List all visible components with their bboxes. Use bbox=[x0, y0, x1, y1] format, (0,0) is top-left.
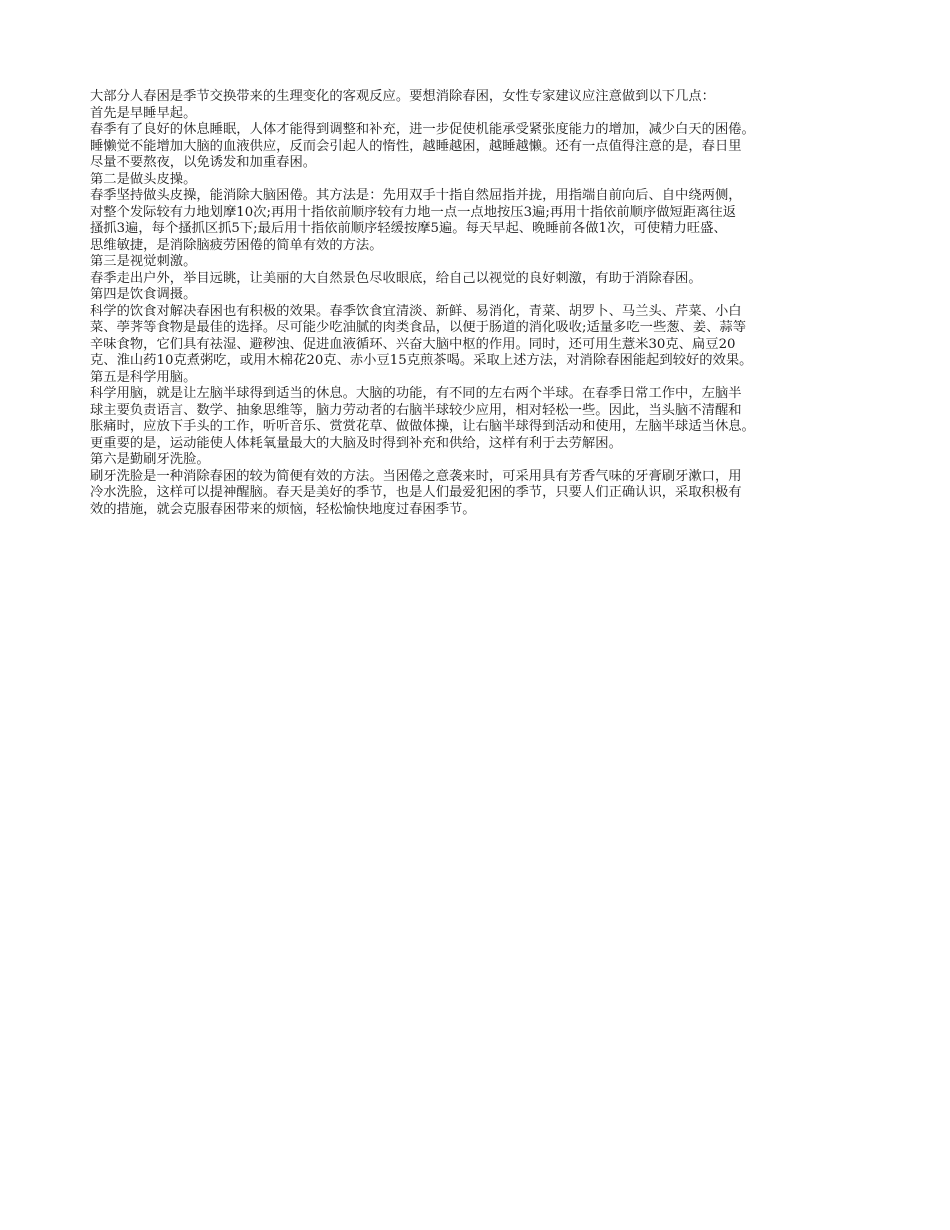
paragraph-line: 菜、荸荠等食物是最佳的选择。尽可能少吃油腻的肉类食品，以便于肠道的消化吸收;适量多吃一些葱、姜、蒜等 bbox=[90, 320, 747, 335]
paragraph-line: 尽量不要熬夜，以免诱发和加重春困。 bbox=[90, 155, 317, 170]
paragraph-line: 搔抓3遍，每个搔抓区抓5下;最后用十指依前顺序轻缓按摩5遍。每天早起、晚睡前各做1次，可使精力旺盛、 bbox=[90, 221, 727, 236]
section-heading-5: 第五是科学用脑。 bbox=[90, 369, 197, 385]
paragraph-line: 刷牙洗脸是一种消除春困的较为简便有效的方法。当困倦之意袭来时，可采用具有芳香气味的牙膏刷牙漱口，用 bbox=[90, 468, 742, 484]
paragraph-line: 克、淮山药10克煮粥吃，或用木棉花20克、赤小豆15克煎茶喝。采取上述方法，对消除春困能起到较好的效果。 bbox=[90, 353, 753, 368]
paragraph-line: 更重要的是，运动能使人体耗氧量最大的大脑及时得到补充和供给，这样有利于去劳解困。 bbox=[90, 435, 622, 451]
section-heading-4: 第四是饮食调摄。 bbox=[90, 287, 197, 302]
document-body bbox=[90, 89, 890, 518]
paragraph-line: 春季有了良好的休息睡眠，人体才能得到调整和补充，进一步促使机能承受紧张度能力的增加，减少白天的困倦。 bbox=[90, 122, 755, 137]
section-heading-6: 第六是勤刷牙洗脸。 bbox=[90, 452, 210, 467]
paragraph-line: 睡懒觉不能增加大脑的血液供应，反而会引起人的惰性，越睡越困，越睡越懒。还有一点值得注意的是，春日里 bbox=[90, 138, 742, 154]
section-heading-2: 第二是做头皮操。 bbox=[90, 171, 197, 187]
section-heading-3: 第三是视觉刺激。 bbox=[90, 254, 197, 269]
paragraph-line: 对整个发际较有力地划摩10次;再用十指依前顺序较有力地一点一点地按压3遍;再用十指依前顺序做短距离往返 bbox=[90, 204, 736, 220]
paragraph-line: 胀痛时，应放下手头的工作，听听音乐、赏赏花草、做做体操，让右脑半球得到活动和使用，左脑半球适当休息。 bbox=[90, 419, 755, 434]
section-heading-1: 首先是早睡早起。 bbox=[90, 105, 197, 121]
paragraph-line: 科学的饮食对解决春困也有积极的效果。春季饮食宜清淡、新鲜、易消化，青菜、胡罗卜、马兰头、芹菜、小白 bbox=[90, 303, 742, 319]
paragraph-line: 冷水洗脸，这样可以提神醒脑。春天是美好的季节，也是人们最爱犯困的季节，只要人们正确认识，采取积极有 bbox=[90, 485, 742, 500]
paragraph-line: 思维敏捷，是消除脑疲劳困倦的简单有效的方法。 bbox=[90, 237, 383, 253]
paragraph-line: 效的措施，就会克服春困带来的烦恼，轻松愉快地度过春困季节。 bbox=[90, 501, 476, 517]
paragraph-line: 春季坚持做头皮操，能消除大脑困倦。其方法是：先用双手十指自然屈指并拢，用指端自前向后、自中绕两侧， bbox=[90, 188, 742, 203]
paragraph-line: 球主要负责语言、数学、抽象思维等，脑力劳动者的右脑半球较少应用，相对轻松一些。因此，当头脑不清醒和 bbox=[90, 402, 742, 418]
paragraph-line: 辛味食物，它们具有祛湿、避秽浊、促进血液循环、兴奋大脑中枢的作用。同时，还可用生薏米30克、扁豆20 bbox=[90, 336, 736, 352]
paragraph-line: 春季走出户外，举目远眺，让美丽的大自然景色尽收眼底，给自己以视觉的良好刺激，有助于消除春困。 bbox=[90, 270, 702, 286]
paragraph-line: 科学用脑，就是让左脑半球得到适当的休息。大脑的功能，有不同的左右两个半球。在春季日常工作中，左脑半 bbox=[90, 386, 742, 401]
intro-line: 大部分人春困是季节交换带来的生理变化的客观反应。要想消除春困，女性专家建议应注意做到以下几点： bbox=[90, 89, 715, 104]
